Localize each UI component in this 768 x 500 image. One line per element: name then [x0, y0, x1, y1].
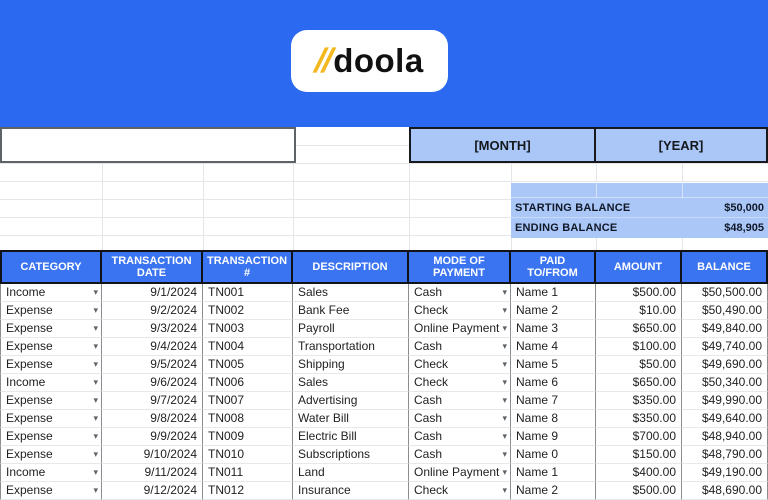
amount-cell[interactable]: $650.00 [596, 374, 682, 392]
category-cell[interactable]: Income ▾ [0, 464, 102, 482]
balance-cell[interactable]: $49,190.00 [682, 464, 768, 482]
table-row [0, 374, 768, 392]
category-cell[interactable]: Expense ▾ [0, 446, 102, 464]
chevron-down-icon[interactable]: ▾ [93, 305, 98, 315]
chevron-down-icon[interactable]: ▾ [93, 449, 98, 459]
description-cell[interactable]: Land [293, 464, 409, 482]
mode-of-payment-cell[interactable]: Cash ▾ [409, 284, 511, 302]
amount-cell[interactable]: $50.00 [596, 356, 682, 374]
paid-to-from-cell[interactable]: Name 1 [511, 464, 596, 482]
brand-banner [0, 0, 768, 127]
chevron-down-icon[interactable]: ▾ [93, 413, 98, 423]
gridline [0, 163, 768, 164]
table-body [0, 284, 768, 500]
paid-to-from-cell[interactable]: Name 0 [511, 446, 596, 464]
table-header [0, 250, 768, 284]
transaction-number-cell[interactable]: TN008 [203, 410, 293, 428]
doola-slashes-icon: // [313, 41, 333, 80]
transaction-date-cell[interactable]: 9/6/2024 [102, 374, 203, 392]
table-row [0, 392, 768, 410]
gridline [293, 163, 294, 250]
amount-cell[interactable]: $150.00 [596, 446, 682, 464]
mode-of-payment-cell[interactable]: Cash ▾ [409, 338, 511, 356]
amount-cell[interactable]: $350.00 [596, 410, 682, 428]
balance-cell[interactable]: $48,790.00 [682, 446, 768, 464]
chevron-down-icon[interactable]: ▾ [502, 431, 507, 441]
category-cell[interactable]: Expense ▾ [0, 338, 102, 356]
balance-summary [511, 183, 768, 238]
chevron-down-icon[interactable]: ▾ [502, 485, 507, 495]
category-cell[interactable]: Income ▾ [0, 374, 102, 392]
mode-of-payment-cell[interactable]: Check ▾ [409, 356, 511, 374]
transaction-number-cell[interactable]: TN002 [203, 302, 293, 320]
description-cell[interactable]: Sales [293, 374, 409, 392]
chevron-down-icon[interactable]: ▾ [93, 323, 98, 333]
transaction-number-cell[interactable]: TN010 [203, 446, 293, 464]
transaction-date-cell[interactable]: 9/2/2024 [102, 302, 203, 320]
description-cell[interactable]: Bank Fee [293, 302, 409, 320]
gridline [296, 145, 409, 146]
chevron-down-icon[interactable]: ▾ [502, 377, 507, 387]
mode-of-payment-cell[interactable]: Check ▾ [409, 374, 511, 392]
description-cell[interactable]: Insurance [293, 482, 409, 500]
gridline [409, 163, 410, 250]
description-cell[interactable]: Subscriptions [293, 446, 409, 464]
chevron-down-icon[interactable]: ▾ [502, 305, 507, 315]
balance-cell[interactable]: $49,690.00 [682, 356, 768, 374]
transaction-number-cell[interactable]: TN007 [203, 392, 293, 410]
balance-cell[interactable]: $49,990.00 [682, 392, 768, 410]
column-header[interactable]: TRANSACTION # [203, 250, 293, 284]
year-cell[interactable]: [YEAR] [594, 127, 768, 163]
table-row [0, 428, 768, 446]
transaction-date-cell[interactable]: 9/9/2024 [102, 428, 203, 446]
chevron-down-icon[interactable]: ▾ [502, 287, 507, 297]
description-cell[interactable]: Sales [293, 284, 409, 302]
transaction-number-cell[interactable]: TN003 [203, 320, 293, 338]
balance-cell[interactable]: $48,690.00 [682, 482, 768, 500]
mode-of-payment-cell[interactable]: Online Payment ▾ [409, 464, 511, 482]
transaction-date-cell[interactable]: 9/5/2024 [102, 356, 203, 374]
mode-of-payment-cell[interactable]: Cash ▾ [409, 410, 511, 428]
column-header[interactable]: TRANSACTION DATE [102, 250, 203, 284]
column-header[interactable]: AMOUNT [596, 250, 682, 284]
table-row [0, 320, 768, 338]
paid-to-from-cell[interactable]: Name 9 [511, 428, 596, 446]
gridline [203, 163, 204, 250]
chevron-down-icon[interactable]: ▾ [93, 287, 98, 297]
starting-balance-label: STARTING BALANCE [515, 201, 631, 214]
transaction-date-cell[interactable]: 9/12/2024 [102, 482, 203, 500]
description-cell[interactable]: Shipping [293, 356, 409, 374]
chevron-down-icon[interactable]: ▾ [93, 431, 98, 441]
gridline [102, 163, 103, 250]
amount-cell[interactable]: $100.00 [596, 338, 682, 356]
description-cell[interactable]: Water Bill [293, 410, 409, 428]
category-cell[interactable]: Expense ▾ [0, 482, 102, 500]
description-cell[interactable]: Advertising [293, 392, 409, 410]
column-header[interactable]: DESCRIPTION [293, 250, 409, 284]
mode-of-payment-cell[interactable]: Online Payment ▾ [409, 320, 511, 338]
ending-balance-row [511, 218, 768, 238]
transaction-date-cell[interactable]: 9/10/2024 [102, 446, 203, 464]
transaction-number-cell[interactable]: TN004 [203, 338, 293, 356]
column-header[interactable]: MODE OF PAYMENT [409, 250, 511, 284]
chevron-down-icon[interactable]: ▾ [502, 449, 507, 459]
category-cell[interactable]: Expense ▾ [0, 356, 102, 374]
paid-to-from-cell[interactable]: Name 8 [511, 410, 596, 428]
transaction-date-cell[interactable]: 9/3/2024 [102, 320, 203, 338]
category-cell[interactable]: Expense ▾ [0, 410, 102, 428]
chevron-down-icon[interactable]: ▾ [502, 395, 507, 405]
chevron-down-icon[interactable]: ▾ [502, 467, 507, 477]
balance-cell[interactable]: $49,640.00 [682, 410, 768, 428]
transaction-date-cell[interactable]: 9/1/2024 [102, 284, 203, 302]
table-row [0, 482, 768, 500]
mode-of-payment-cell[interactable]: Cash ▾ [409, 428, 511, 446]
amount-cell[interactable]: $650.00 [596, 320, 682, 338]
balance-cell[interactable]: $49,740.00 [682, 338, 768, 356]
amount-cell[interactable]: $500.00 [596, 482, 682, 500]
transaction-number-cell[interactable]: TN001 [203, 284, 293, 302]
transaction-date-cell[interactable]: 9/8/2024 [102, 410, 203, 428]
category-cell[interactable]: Expense ▾ [0, 302, 102, 320]
transaction-number-cell[interactable]: TN006 [203, 374, 293, 392]
ending-balance-label: ENDING BALANCE [515, 222, 618, 234]
chevron-down-icon[interactable]: ▾ [93, 485, 98, 495]
amount-cell[interactable]: $10.00 [596, 302, 682, 320]
mode-of-payment-cell[interactable]: Check ▾ [409, 302, 511, 320]
balance-cell[interactable]: $49,840.00 [682, 320, 768, 338]
ending-balance-value: $48,905 [724, 222, 764, 234]
description-cell[interactable]: Electric Bill [293, 428, 409, 446]
paid-to-from-cell[interactable]: Name 1 [511, 284, 596, 302]
chevron-down-icon[interactable]: ▾ [502, 341, 507, 351]
table-row [0, 446, 768, 464]
table-row [0, 410, 768, 428]
transaction-number-cell[interactable]: TN005 [203, 356, 293, 374]
column-header[interactable]: BALANCE [682, 250, 768, 284]
chevron-down-icon[interactable]: ▾ [93, 467, 98, 477]
table-row [0, 338, 768, 356]
chevron-down-icon[interactable]: ▾ [502, 413, 507, 423]
amount-cell[interactable]: $700.00 [596, 428, 682, 446]
table-row [0, 284, 768, 302]
paid-to-from-cell[interactable]: Name 2 [511, 302, 596, 320]
chevron-down-icon[interactable]: ▾ [93, 341, 98, 351]
mode-of-payment-cell[interactable]: Cash ▾ [409, 446, 511, 464]
table-row [0, 356, 768, 374]
paid-to-from-cell[interactable]: Name 3 [511, 320, 596, 338]
description-cell[interactable]: Payroll [293, 320, 409, 338]
paid-to-from-cell[interactable]: Name 7 [511, 392, 596, 410]
gridline [0, 181, 768, 182]
balance-cell[interactable]: $50,340.00 [682, 374, 768, 392]
amount-cell[interactable]: $400.00 [596, 464, 682, 482]
starting-balance-row [511, 198, 768, 218]
paid-to-from-cell[interactable]: Name 6 [511, 374, 596, 392]
chevron-down-icon[interactable]: ▾ [502, 323, 507, 333]
amount-cell[interactable]: $500.00 [596, 284, 682, 302]
transaction-date-cell[interactable]: 9/4/2024 [102, 338, 203, 356]
balance-cell[interactable]: $50,500.00 [682, 284, 768, 302]
category-cell[interactable]: Expense ▾ [0, 392, 102, 410]
summary-spacer [511, 183, 768, 198]
mode-of-payment-cell[interactable]: Check ▾ [409, 482, 511, 500]
table-row [0, 302, 768, 320]
doola-logo-text: doola [333, 42, 424, 79]
paid-to-from-cell[interactable]: Name 5 [511, 356, 596, 374]
mode-of-payment-cell[interactable]: Cash ▾ [409, 392, 511, 410]
category-cell[interactable]: Expense ▾ [0, 320, 102, 338]
transaction-date-cell[interactable]: 9/11/2024 [102, 464, 203, 482]
table-row [0, 464, 768, 482]
chevron-down-icon[interactable]: ▾ [93, 395, 98, 405]
chevron-down-icon[interactable]: ▾ [93, 377, 98, 387]
transaction-number-cell[interactable]: TN012 [203, 482, 293, 500]
transaction-number-cell[interactable]: TN009 [203, 428, 293, 446]
balance-cell[interactable]: $50,490.00 [682, 302, 768, 320]
doola-logo [291, 30, 448, 92]
category-cell[interactable]: Expense ▾ [0, 428, 102, 446]
amount-cell[interactable]: $350.00 [596, 392, 682, 410]
column-header[interactable]: CATEGORY [0, 250, 102, 284]
chevron-down-icon[interactable]: ▾ [93, 359, 98, 369]
transaction-number-cell[interactable]: TN011 [203, 464, 293, 482]
paid-to-from-cell[interactable]: Name 2 [511, 482, 596, 500]
category-cell[interactable]: Income ▾ [0, 284, 102, 302]
description-cell[interactable]: Transportation [293, 338, 409, 356]
transaction-date-cell[interactable]: 9/7/2024 [102, 392, 203, 410]
starting-balance-value: $50,000 [724, 201, 764, 214]
sheet-title-cell[interactable] [0, 127, 296, 163]
balance-cell[interactable]: $48,940.00 [682, 428, 768, 446]
paid-to-from-cell[interactable]: Name 4 [511, 338, 596, 356]
month-cell[interactable]: [MONTH] [409, 127, 596, 163]
chevron-down-icon[interactable]: ▾ [502, 359, 507, 369]
column-header[interactable]: PAID TO/FROM [511, 250, 596, 284]
